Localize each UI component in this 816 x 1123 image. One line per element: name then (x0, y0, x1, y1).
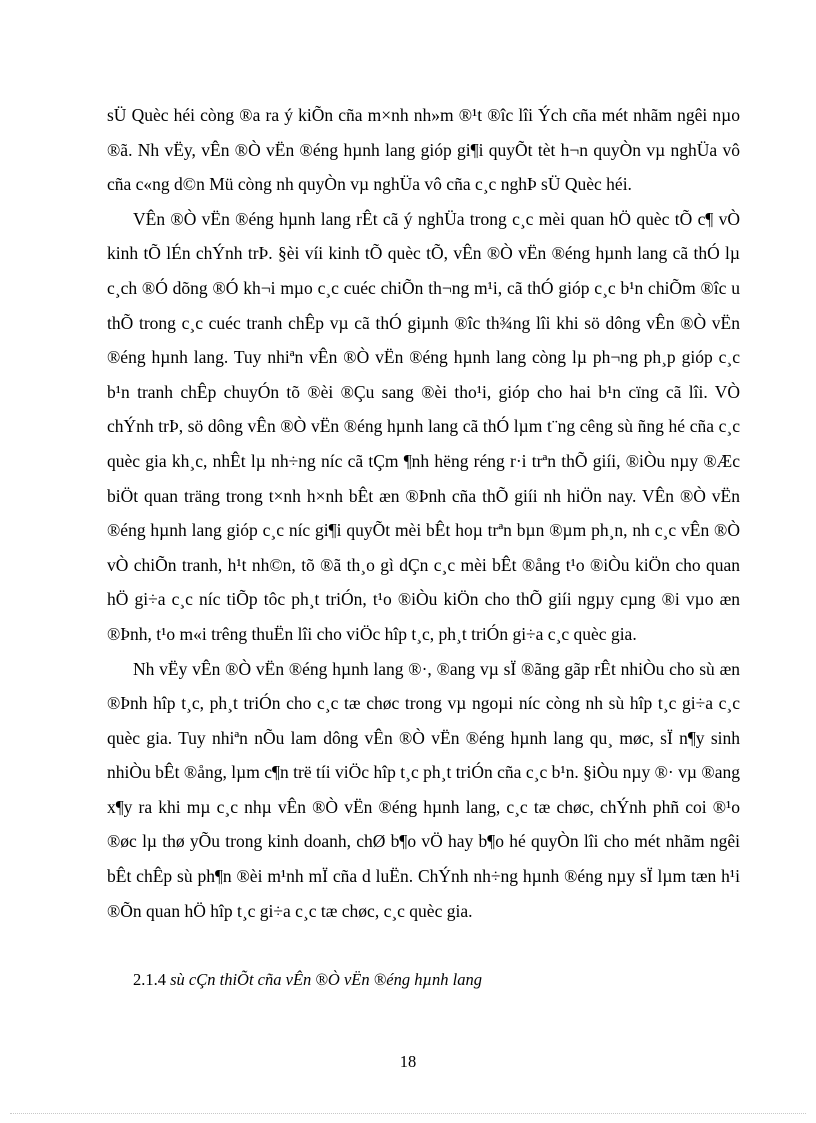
page-bottom-rule (10, 1113, 806, 1114)
page-number: 18 (399, 1052, 417, 1071)
section-heading (133, 968, 482, 992)
paragraph-3: Nh vËy vÊn ®Ò vËn ®éng hµnh lang ®·, ®ang vµ sÏ ®ãng gãp rÊt nhiÒu cho sù æn ®Þnh hîp t¸c, ph¸t triÓn cho c¸c tæ chøc trong vµ ngoµi níc còng nh sù hîp t¸c gi÷a c¸c quèc gia. Tuy nhiªn nÕu lam dông vÊn ®Ò vËn ®éng hµnh lang qu¸ møc, sÏ n¶y sinh nhiÒu bÊt ®ång, lµm c¶n trë tíi viÖc hîp t¸c ph¸t triÓn cña c¸c b¹n. §iÒu nµy ®· vµ ®ang x¶y ra khi mµ c¸c nhµ vÊn ®Ò vËn ®éng hµnh lang, c¸c tæ chøc, chÝnh phñ coi ®¹o ®øc lµ thø yÕu trong kinh doanh, chØ b¶o vÖ hay b¶o hé quyÒn lîi cho mét nhãm ngêi bÊt chÊp sù ph¶n ®èi m¹nh mÏ cña d luËn. ChÝnh nh÷ng hµnh ®éng nµy sÏ lµm tæn h¹i ®Õn quan hÖ hîp t¸c gi÷a c¸c tæ chøc, c¸c quèc gia. (107, 658, 740, 921)
paragraph-2: VÊn ®Ò vËn ®éng hµnh lang rÊt cã ý nghÜa trong c¸c mèi quan hÖ quèc tÕ c¶ vÒ kinh tÕ lÉn chÝnh trÞ. §èi víi kinh tÕ quèc tÕ, vÊn ®Ò vËn ®éng hµnh lang cã thÓ lµ c¸ch ®Ó dõng ®Ó kh¬i mµo c¸c cuéc chiÕn th¬ng m¹i, cã thÓ gióp c¸c b¹n chiÕm ®îc u thÕ trong c¸c cuéc tranh chÊp vµ cã thÓ giµnh ®îc th¾ng lîi khi sö dông vÊn ®Ò vËn ®éng hµnh lang. Tuy nhiªn vÊn ®Ò vËn ®éng hµnh lang còng lµ ph¬ng ph¸p gióp c¸c b¹n tranh chÊp chuyÓn tõ ®èi ®Çu sang ®èi tho¹i, gióp cho hai b¹n cïng cã lîi. VÒ chÝnh trÞ, sö dông vÊn ®Ò vËn ®éng hµnh lang cã thÓ lµm t¨ng cêng sù ñng hé cña c¸c quèc gia kh¸c, nhÊt lµ nh÷ng níc cã tÇm ¶nh hëng réng r·i trªn thÕ giíi, ®iÒu nµy ®Æc biÖt quan träng trong t×nh h×nh bÊt æn ®Þnh cña thÕ giíi nh hiÖn nay. VÊn ®Ò vËn ®éng hµnh lang gióp c¸c níc gi¶i quyÕt mèi bÊt hoµ trªn bµn ®µm ph¸n, nh c¸c vÊn ®Ò vÒ chiÕn tranh, h¹t nh©n, tõ ®ã th¸o gì dÇn c¸c mèi bÊt ®ång t¹o ®iÒu kiÖn cho quan hÖ gi÷a c¸c níc tiÕp tôc ph¸t triÓn, t¹o ®iÒu kiÖn cho thÕ giíi ngµy cµng ®i vµo æn ®Þnh, t¹o m«i trêng thuËn lîi cho viÖc hîp t¸c, ph¸t triÓn gi÷a c¸c quèc gia. (107, 208, 740, 644)
section-number: 2.1.4 (133, 970, 166, 989)
section-title: sù cÇn thiÕt cña vÊn ®Ò vËn ®éng hµnh lang (170, 970, 482, 989)
paragraph-1: sÜ Quèc héi còng ®a ra ý kiÕn cña m×nh nh»m ®¹t ®îc lîi Ých cña mét nhãm ngêi nµo ®ã. Nh vËy, vÊn ®Ò vËn ®éng hµnh lang gióp gi¶i quyÕt tèt h¬n quyÒn vµ nghÜa vô cña c«ng d©n Mü còng nh quyÒn vµ nghÜa vô cña c¸c nghÞ sÜ Quèc héi. (107, 105, 740, 195)
body-text (107, 98, 740, 928)
